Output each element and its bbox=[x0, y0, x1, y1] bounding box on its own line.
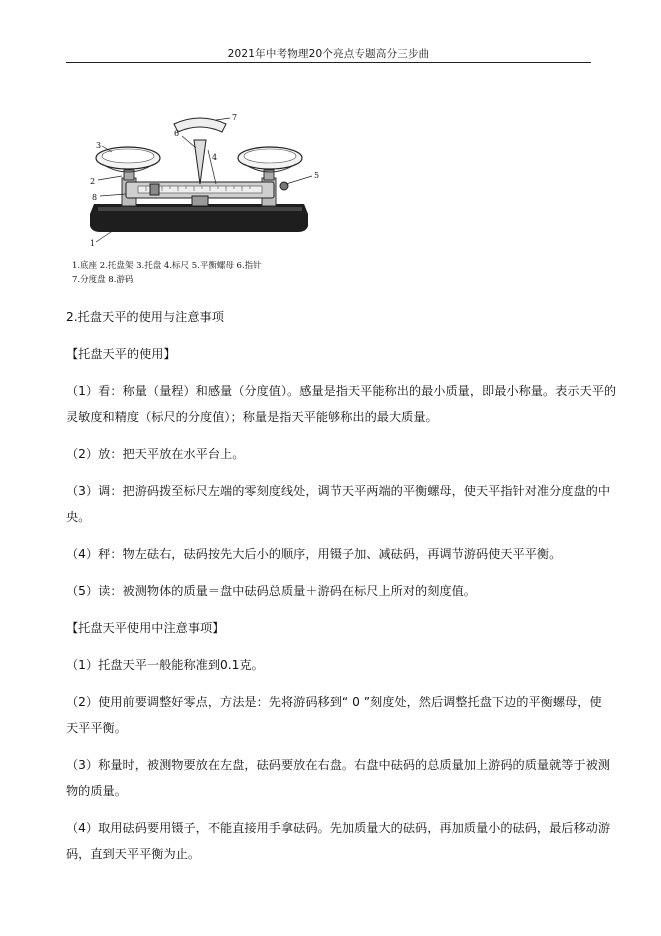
note-3-line2: 物的质量。 bbox=[66, 784, 127, 798]
usage-step-1-line2: 灵敏度和精度（标尺的分度值）；称量是指天平能够称出的最大质量。 bbox=[66, 410, 438, 424]
usage-step-5: （5）读：被测物体的质量＝盘中砝码总质量＋游码在标尺上所对的刻度值。 bbox=[66, 584, 476, 598]
figure-caption-line2: 7.分度盘 8.游码 bbox=[72, 275, 134, 285]
usage-heading: 【托盘天平的使用】 bbox=[66, 347, 176, 361]
figure-caption-line1: 1.底座 2.托盘架 3.托盘 4.标尺 5.平衡螺母 6.指针 bbox=[72, 261, 262, 271]
usage-step-3-line2: 央。 bbox=[66, 510, 91, 524]
section-title: 2.托盘天平的使用与注意事项 bbox=[66, 310, 224, 324]
note-2-line2: 天平平衡。 bbox=[66, 721, 127, 735]
notes-heading: 【托盘天平使用中注意事项】 bbox=[66, 621, 225, 635]
callout-7: 7 bbox=[232, 113, 238, 122]
callout-3: 3 bbox=[96, 141, 102, 150]
note-3-line1: （3）称量时，被测物要放在左盘，砝码要放在右盘。右盘中砝码的总质量加上游码的质量就等于被测 bbox=[66, 758, 611, 772]
callout-6: 6 bbox=[174, 129, 180, 138]
callout-4: 4 bbox=[212, 153, 218, 162]
callout-2: 2 bbox=[90, 177, 96, 186]
usage-step-1-line1: （1）看：称量（量程）和感量（分度值）。感量是指天平能称出的最小质量，即最小称量。表示天平的 bbox=[66, 384, 617, 398]
note-1: （1）托盘天平一般能称准到0.1克。 bbox=[66, 658, 264, 672]
header-divider bbox=[66, 62, 591, 63]
usage-step-4: （4）秤：物左砝右，砝码按先大后小的顺序，用镊子加、减砝码，再调节游码使天平平衡。 bbox=[66, 547, 562, 561]
callout-8: 8 bbox=[92, 193, 98, 202]
page-header: 2021年中考物理20个亮点专题高分三步曲 bbox=[227, 48, 430, 60]
balance-diagram bbox=[66, 108, 336, 290]
usage-step-3-line1: （3）调：把游码拨至标尺左端的零刻度线处，调节天平两端的平衡螺母，使天平指针对准分度盘的中 bbox=[66, 484, 611, 498]
note-2-line1: （2）使用前要调整好零点，方法是：先将游码移到“ 0 ”刻度处，然后调整托盘下边的平衡螺母，使 bbox=[66, 695, 602, 709]
callout-1: 1 bbox=[90, 239, 96, 248]
usage-step-2: （2）放：把天平放在水平台上。 bbox=[66, 447, 245, 461]
callout-5: 5 bbox=[314, 171, 320, 180]
note-4-line2: 码，直到天平平衡为止。 bbox=[66, 847, 201, 861]
note-4-line1: （4）取用砝码要用镊子，不能直接用手拿砝码。先加质量大的砝码，再加质量小的砝码，最后移动游 bbox=[66, 821, 611, 835]
